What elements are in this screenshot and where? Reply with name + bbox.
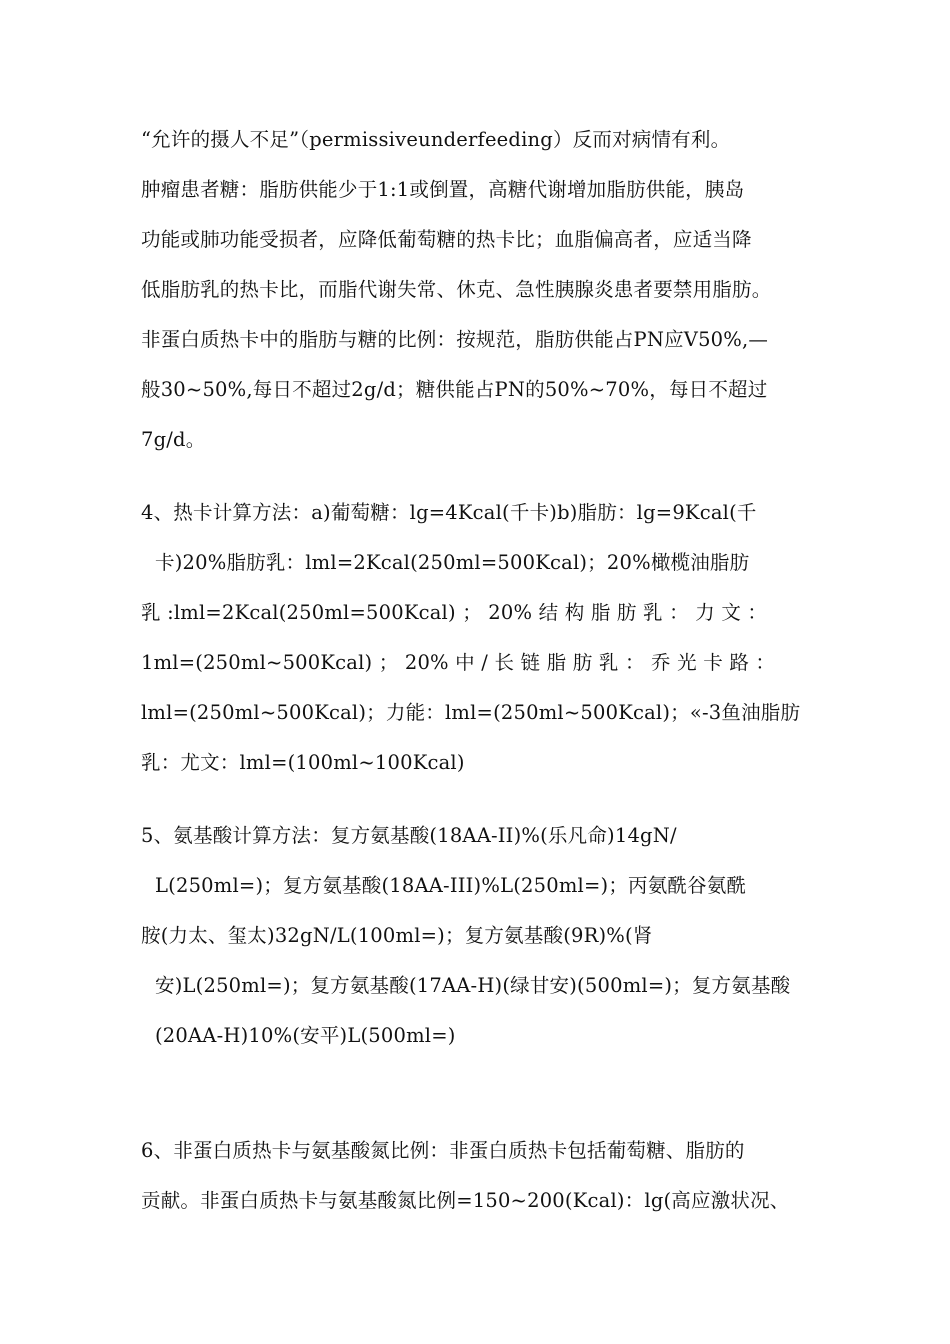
text-line: 胺(力太、玺太)32gN/L(100ml=)；复方氨基酸(9R)%(肾: [141, 924, 653, 947]
text-line: 乳：尤文：lml=(100ml~100Kcal): [141, 751, 465, 774]
text-line: L(250ml=)；复方氨基酸(18AA-III)%L(250ml=)；丙氨酰谷氨酰: [155, 874, 747, 897]
text-line: 卡)20%脂肪乳：lml=2Kcal(250ml=500Kcal)；20%橄榄油脂肪: [155, 551, 750, 574]
text-line: 安)L(250ml=)；复方氨基酸(17AA-H)(绿甘安)(500ml=)；复方氨基酸: [155, 974, 791, 997]
text-line: 肿瘤患者糖：脂肪供能少于1:1或倒置，高糖代谢增加脂肪供能，胰岛: [141, 178, 745, 201]
text-line: 6、非蛋白质热卡与氨基酸氮比例：非蛋白质热卡包括葡萄糖、脂肪的: [141, 1139, 745, 1162]
text-line: 4、热卡计算方法：a)葡萄糖：lg=4Kcal(千卡)b)脂肪：lg=9Kcal(千: [141, 501, 757, 524]
text-line: 般30~50%,每日不超过2g/d；糖供能占PN的50%~70%，每日不超过: [141, 378, 768, 401]
text-line: 乳 :lml=2Kcal(250ml=500Kcal) ； 20% 结 构 脂 肪 乳 ： 力 文 ：: [141, 601, 768, 624]
text-line: (20AA-H)10%(安平)L(500ml=): [155, 1024, 456, 1047]
text-line: 7g/d。: [141, 428, 206, 451]
text-line: “允许的摄人不足”（permissiveunderfeeding）反而对病情有利。: [141, 128, 731, 151]
text-line: 非蛋白质热卡中的脂肪与糖的比例：按规范，脂肪供能占PN应V50%,—: [141, 328, 769, 351]
text-line: 低脂肪乳的热卡比，而脂代谢失常、休克、急性胰腺炎患者要禁用脂肪。: [141, 278, 772, 301]
text-line: 1ml=(250ml~500Kcal) ； 20% 中 / 长 链 脂 肪 乳 ： 乔 光 卡 路 ：: [141, 651, 776, 674]
text-line: lml=(250ml~500Kcal)；力能：lml=(250ml~500Kcal)；«-3鱼油脂肪: [141, 701, 801, 724]
text-line: 5、氨基酸计算方法：复方氨基酸(18AA-II)%(乐凡命)14gN/: [141, 824, 677, 847]
text-line: 贡献。非蛋白质热卡与氨基酸氮比例=150~200(Kcal)：lg(高应激状况、: [141, 1189, 790, 1212]
text-line: 功能或肺功能受损者，应降低葡萄糖的热卡比；血脂偏高者，应适当降: [141, 228, 752, 251]
